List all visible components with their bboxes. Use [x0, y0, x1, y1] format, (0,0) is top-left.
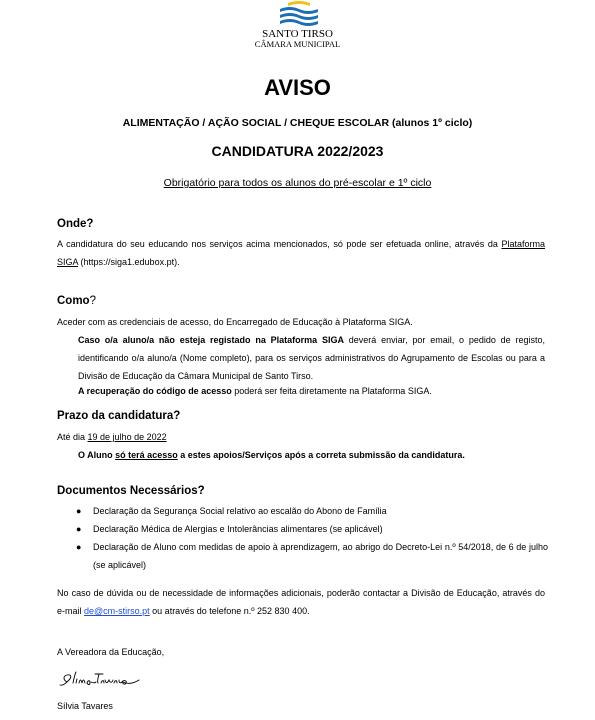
deadline-date: 19 de julho de 2022	[87, 432, 167, 442]
santo-tirso-logo	[272, 0, 326, 28]
onde-paragraph: A candidatura do seu educando nos serviços acima mencionados, só pode ser efetuada online, através da Plataforma SIGA (https://siga1.edubox.pt).	[57, 239, 545, 267]
email-link[interactable]: de@cm-stirso.pt	[84, 606, 150, 616]
plataforma-siga-link[interactable]: Plataforma SIGA	[57, 239, 545, 267]
como-registration-paragraph: Caso o/a aluno/a não esteja registado na Plataforma SIGA deverá enviar, por email, o pedido de registo, identificando o/a aluno/a (Nome completo), para os serviços administrativos do Agrupamento de Escolas ou para a Divisão de Educação da Câmara Municipal de Santo Tirso.	[78, 335, 545, 381]
handwritten-signature	[57, 668, 157, 690]
obligatory-note: Obrigatório para todos os alunos do pré-escolar e 1º ciclo	[163, 177, 432, 189]
document-item: Declaração Médica de Alergias e Intolerâncias alimentares (se aplicável)	[93, 524, 383, 534]
signature-name: Sílvia Tavares	[57, 701, 113, 711]
section-heading-onde: Onde?	[57, 218, 94, 230]
section-heading-documentos: Documentos Necessários?	[57, 485, 205, 497]
notice-subtitle: ALIMENTAÇÃO / AÇÃO SOCIAL / CHEQUE ESCOLAR (alunos 1º ciclo)	[122, 117, 473, 129]
bullet-icon: ●	[76, 524, 82, 534]
document-item: Declaração da Segurança Social relativo ao escalão do Abono de Família	[93, 506, 387, 516]
candidatura-heading: CANDIDATURA 2022/2023	[211, 143, 384, 159]
section-heading-como: Como?	[57, 295, 96, 307]
prazo-notice: O Aluno só terá acesso a estes apoios/Serviços após a correta submissão da candidatura.	[78, 450, 465, 460]
section-heading-prazo: Prazo da candidatura?	[57, 410, 181, 422]
como-recovery-paragraph: A recuperação do código de acesso poderá ser feita diretamente na Plataforma SIGA.	[78, 386, 432, 396]
bullet-icon: ●	[76, 506, 82, 516]
org-subname: CÂMARA MUNICIPAL	[254, 39, 341, 49]
bullet-icon: ●	[76, 542, 82, 552]
document-item: Declaração de Aluno com medidas de apoio à aprendizagem, ao abrigo do Decreto-Lei n.º 54/2018, de 6 de julho (se aplicável)	[93, 542, 548, 570]
org-name: SANTO TIRSO	[262, 28, 333, 40]
como-line-1: Aceder com as credenciais de acesso, do Encarregado de Educação à Plataforma SIGA.	[57, 317, 413, 327]
page-title: AVISO	[264, 75, 331, 100]
contact-paragraph: No caso de dúvida ou de necessidade de informações adicionais, poderão contactar a Divisão de Educação, através do e-mail de@cm-stirso.pt ou através do telefone n.º 252 830 400.	[57, 588, 545, 616]
prazo-date-line: Até dia 19 de julho de 2022	[57, 432, 167, 442]
signature-role: A Vereadora da Educação,	[57, 647, 165, 657]
